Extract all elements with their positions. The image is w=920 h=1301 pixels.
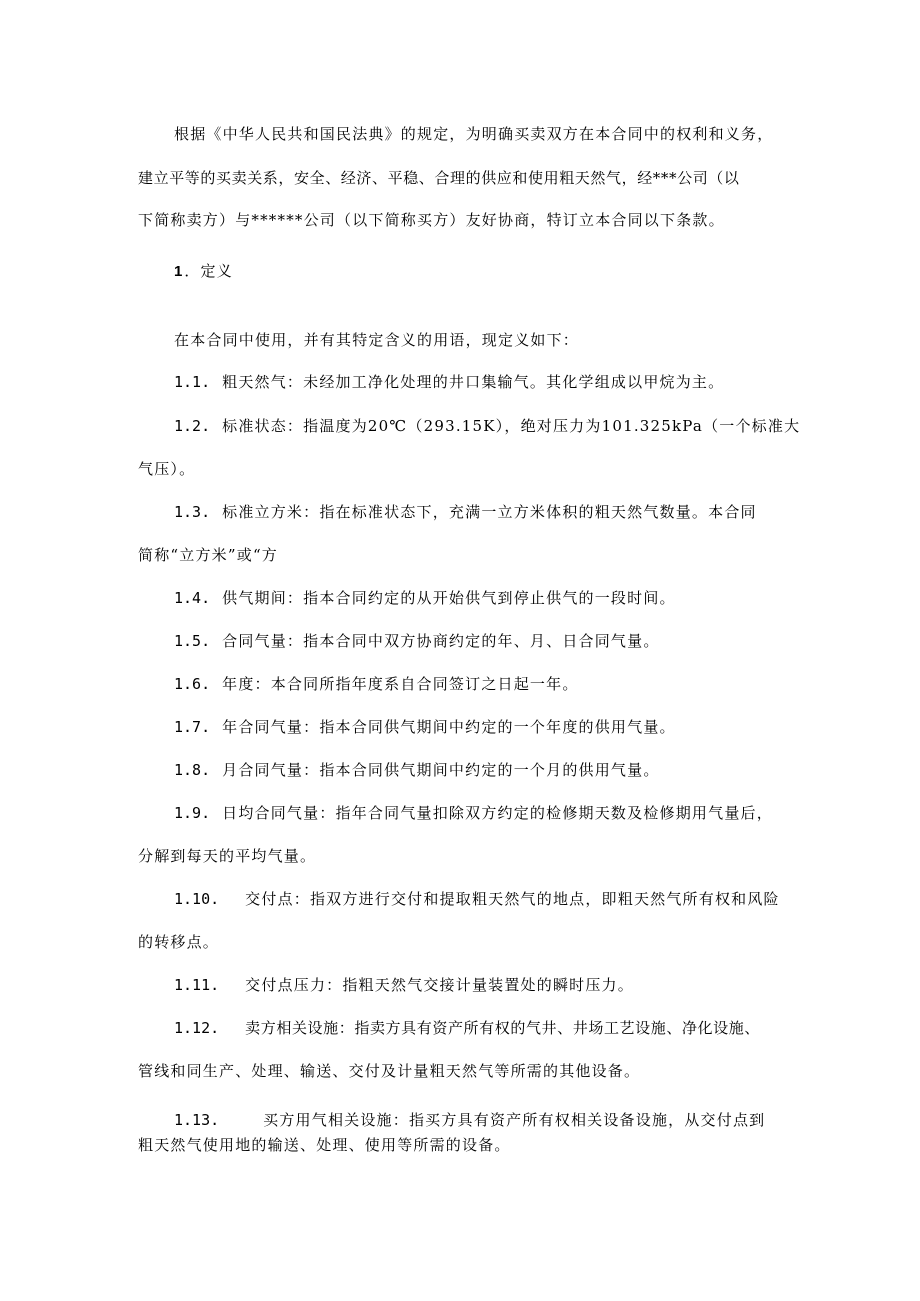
item-text: 买方用气相关设施：指买方具有资产所有权相关设备设施，从交付点到 <box>263 1111 766 1129</box>
definition-item-1-10 <box>174 889 798 909</box>
item-number: 1.7. <box>174 718 211 736</box>
section-title: ．定义 <box>184 262 233 280</box>
definition-item-1-3-cont: 简称“立方米”或“方 <box>138 546 279 564</box>
item-text: 标准状态：指温度为20℃（293.15K），绝对压力为101.325kPa（一个标准大 <box>222 417 801 435</box>
intro-line-2: 建立平等的买卖关系，安全、经济、平稳、合理的供应和使用粗天然气，经***公司（以 <box>138 169 740 187</box>
definition-item-1-10-cont: 的转移点。 <box>138 933 220 951</box>
item-number: 1.5. <box>174 632 211 650</box>
intro-line-1: 根据《中华人民共和国民法典》的规定，为明确买卖双方在本合同中的权利和义务， <box>174 125 774 143</box>
definition-item-1-1 <box>174 372 798 392</box>
item-number: 1.1. <box>174 373 211 391</box>
item-number: 1.8. <box>174 761 211 779</box>
item-text: 月合同气量：指本合同供气期间中约定的一个月的供用气量。 <box>222 761 660 779</box>
definition-item-1-12-cont: 管线和同生产、处理、输送、交付及计量粗天然气等所需的其他设备。 <box>138 1062 641 1080</box>
item-number: 1.12. <box>174 1019 220 1037</box>
definition-item-1-13-cont: 粗天然气使用地的输送、处理、使用等所需的设备。 <box>138 1136 511 1154</box>
definition-item-1-2-cont: 气压）。 <box>138 460 196 478</box>
definitions-intro: 在本合同中使用，并有其特定含义的用语，现定义如下： <box>174 331 580 349</box>
item-text: 日均合同气量：指年合同气量扣除双方约定的检修期天数及检修期用气量后， <box>222 804 773 822</box>
item-number: 1.3. <box>174 503 211 521</box>
definition-item-1-7 <box>174 717 798 737</box>
definition-item-1-4 <box>174 588 798 608</box>
definition-item-1-8 <box>174 760 798 780</box>
definition-item-1-2 <box>174 416 801 436</box>
item-number: 1.9. <box>174 804 211 822</box>
definition-item-1-6 <box>174 674 798 694</box>
item-text: 年度：本合同所指年度系自合同签订之日起一年。 <box>222 675 579 693</box>
definition-item-1-9-cont: 分解到每天的平均气量。 <box>138 847 317 865</box>
item-number: 1.4. <box>174 589 211 607</box>
item-number: 1.6. <box>174 675 211 693</box>
definition-item-1-5 <box>174 631 798 651</box>
item-text: 合同气量：指本合同中双方协商约定的年、月、日合同气量。 <box>222 632 660 650</box>
item-number: 1.10. <box>174 890 220 908</box>
item-number: 1.2. <box>174 417 211 435</box>
intro-line-3: 下简称卖方）与******公司（以下简称买方）友好协商，特订立本合同以下条款。 <box>138 211 725 229</box>
definition-item-1-13 <box>174 1110 798 1130</box>
item-text: 标准立方米：指在标准状态下，充满一立方米体积的粗天然气数量。本合同 <box>222 503 757 521</box>
item-text: 交付点压力：指粗天然气交接计量装置处的瞬时压力。 <box>245 976 634 994</box>
item-number: 1.11. <box>174 976 220 994</box>
item-text: 交付点：指双方进行交付和提取粗天然气的地点，即粗天然气所有权和风险 <box>245 890 780 908</box>
item-text: 年合同气量：指本合同供气期间中约定的一个年度的供用气量。 <box>222 718 676 736</box>
item-text: 供气期间：指本合同约定的从开始供气到停止供气的一段时间。 <box>222 589 676 607</box>
section-number: 1 <box>174 263 183 280</box>
section-heading <box>174 261 798 282</box>
item-text: 粗天然气：未经加工净化处理的井口集输气。其化学组成以甲烷为主。 <box>222 373 725 391</box>
definition-item-1-3 <box>174 502 798 522</box>
definition-item-1-9 <box>174 803 798 823</box>
definition-item-1-11 <box>174 975 798 995</box>
item-text: 卖方相关设施：指卖方具有资产所有权的气井、井场工艺设施、净化设施、 <box>245 1019 760 1037</box>
definition-item-1-12 <box>174 1018 798 1038</box>
item-number: 1.13. <box>174 1111 220 1129</box>
